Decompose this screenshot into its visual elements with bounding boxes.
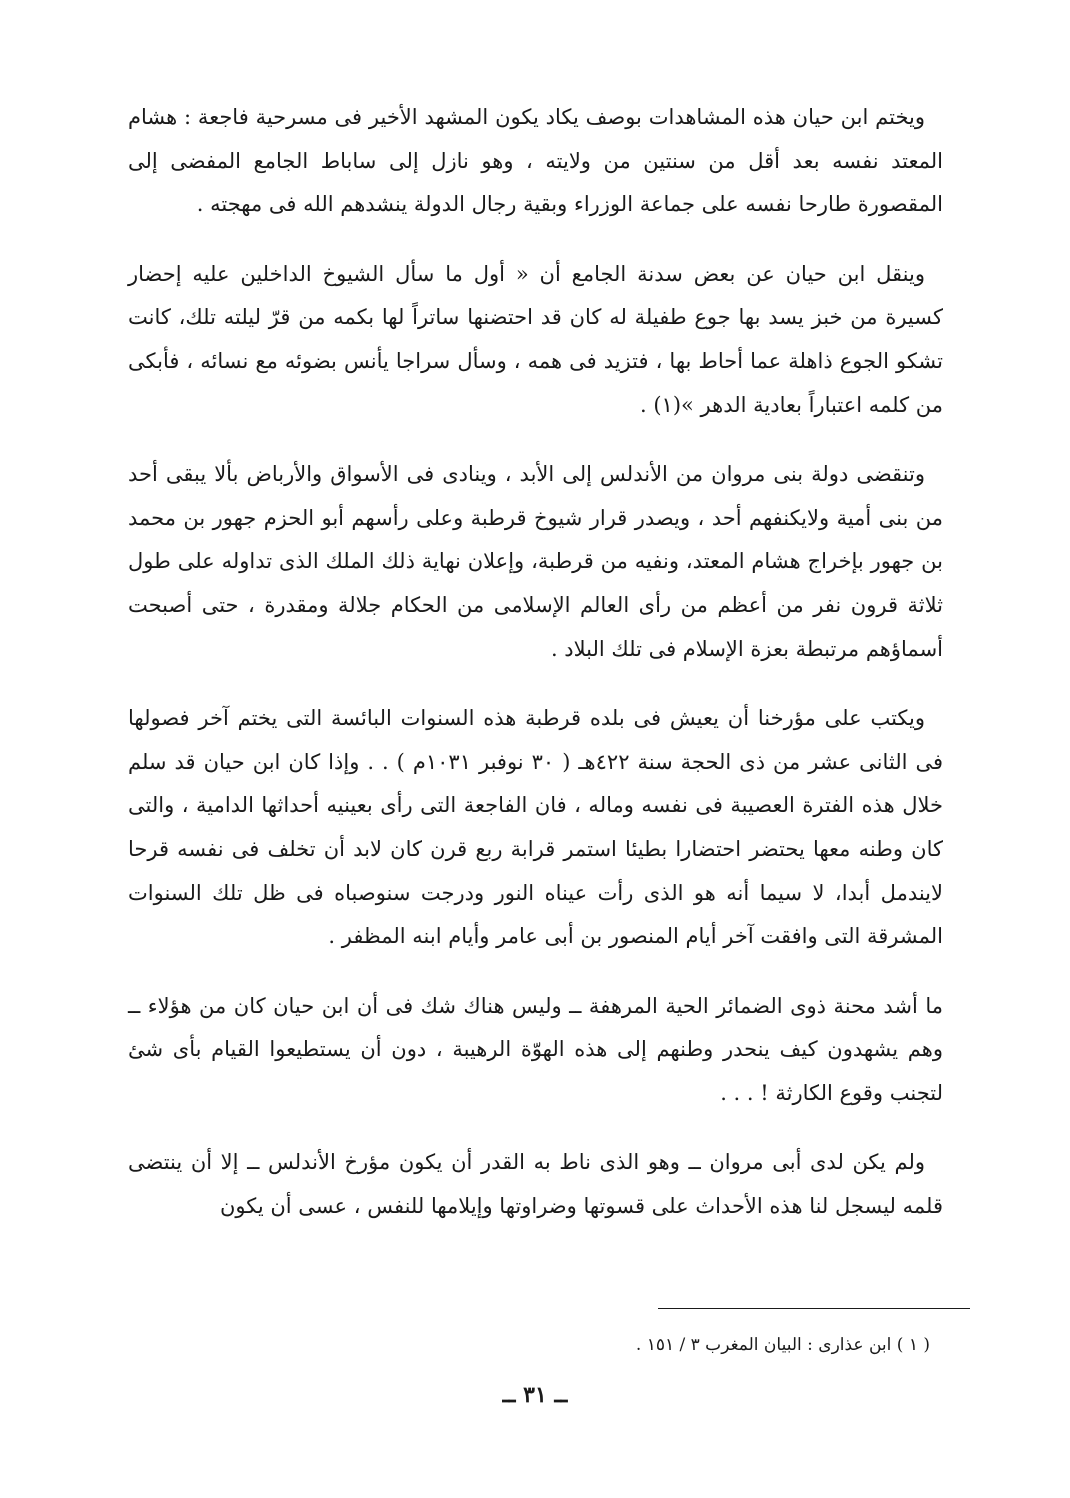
paragraph-2: وينقل ابن حيان عن بعض سدنة الجامع أن « أول ما سأل الشيوخ الداخلين عليه إحضار كسيرة من خبز يسد بها جوع طفيلة له كان قد احتضنها ساتراً لها بكمه من قرّ ليلته تلك، كانت تشكو الجوع ذاهلة عما أحاط بها ، فتزيد فى همه ، وسأل سراجا يأنس بضوئه مع نسائه ، فأبكى من كلمه اعتباراً بعادية الدهر »(١) . bbox=[128, 261, 943, 417]
body-text bbox=[128, 96, 943, 1255]
paragraph-1: ويختم ابن حيان هذه المشاهدات بوصف يكاد يكون المشهد الأخير فى مسرحية فاجعة : هشام المعتد نفسه بعد أقل من سنتين من ولايته ، وهو نازل إلى ساباط الجامع المفضى إلى المقصورة طارحا نفسه على جماعة الوزراء وبقية رجال الدولة ينشدهم الله فى مهجته . bbox=[128, 105, 943, 217]
footnote: ( ١ ) ابن عذارى : البيان المغرب ٣ / ١٥١ . bbox=[635, 1335, 930, 1355]
footnote-divider bbox=[658, 1308, 970, 1309]
paragraph-5: ما أشد محنة ذوى الضمائر الحية المرهفة ــ وليس هناك شك فى أن ابن حيان كان من هؤلاء ــ وهم يشهدون كيف ينحدر وطنهم إلى هذه الهوّة الرهيبة ، دون أن يستطيعوا القيام بأى شئ لتجنب وقوع الكارثة ! . . . bbox=[128, 993, 943, 1105]
paragraph-6: ولم يكن لدى أبى مروان ــ وهو الذى ناط به القدر أن يكون مؤرخ الأندلس ــ إلا أن ينتضى قلمه ليسجل لنا هذه الأحداث على قسوتها وضراوتها وإيلامها للنفس ، عسى أن يكون bbox=[128, 1150, 943, 1219]
page-number: ــ ٣١ ــ bbox=[502, 1382, 568, 1408]
paragraph-3: وتنقضى دولة بنى مروان من الأندلس إلى الأبد ، وينادى فى الأسواق والأرباض بألا يبقى أحد من بنى أمية ولايكنفهم أحد ، ويصدر قرار شيوخ قرطبة وعلى رأسهم أبو الحزم جهور بن محمد بن جهور بإخراج هشام المعتد، ونفيه من قرطبة، وإعلان نهاية ذلك الملك الذى تداوله على طول ثلاثة قرون نفر من أعظم من رأى العالم الإسلامى من الحكام جلالة ومقدرة ، حتى أصبحت أسماؤهم مرتبطة بعزة الإسلام فى تلك البلاد . bbox=[128, 462, 943, 661]
paragraph-4: ويكتب على مؤرخنا أن يعيش فى بلده قرطبة هذه السنوات البائسة التى يختم آخر فصولها فى الثانى عشر من ذى الحجة سنة ٤٢٢هـ ( ٣٠ نوفبر ١٠٣١م ) . . وإذا كان ابن حيان قد سلم خلال هذه الفترة العصيبة فى نفسه وماله ، فان الفاجعة التى رأى بعينيه أحداثها الدامية ، والتى كان وطنه معها يحتضر احتضارا بطيئا استمر قرابة ربع قرن كان لابد أن تخلف فى نفسه قرحا لايندمل أبدا، لا سيما أنه هو الذى رأت عيناه النور ودرجت سنوصباه فى ظل تلك السنوات المشرقة التى وافقت آخر أيام المنصور بن أبى عامر وأيام ابنه المظفر . bbox=[128, 706, 943, 949]
